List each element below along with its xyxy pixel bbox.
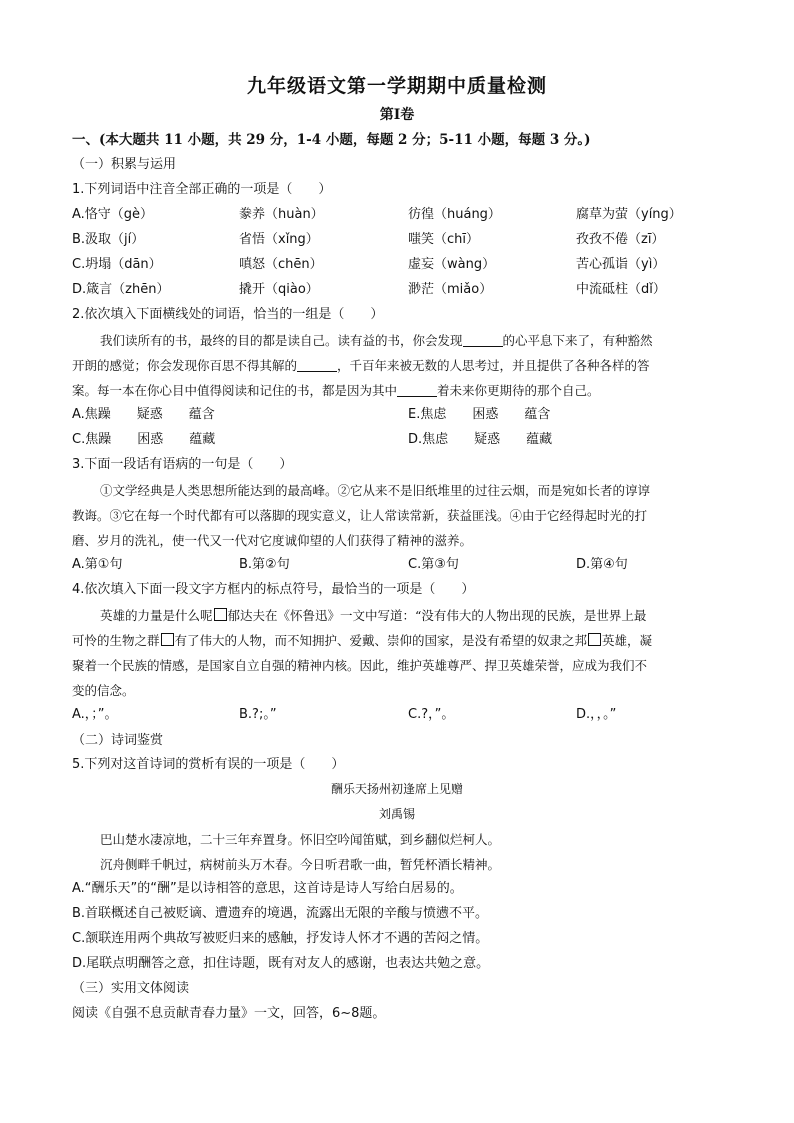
q2-option: A.焦躁 疑惑 蕴含 xyxy=(72,407,215,422)
reading-intro: 阅读《自强不息贡献青春力量》一文，回答，6~8题。 xyxy=(72,1006,386,1021)
q2-passage-text: 着未来你更期待的那个自己。 xyxy=(437,383,600,398)
punctuation-box xyxy=(214,608,227,621)
q4-passage-text: 有了伟大的人物，而不知拥护、爱戴、崇仰的国家，是没有希望的奴隶之邦 xyxy=(174,633,588,648)
part3-label: （三）实用文体阅读 xyxy=(72,981,190,996)
q2-passage-text: ，千百年来被无数的人思考过，并且提供了各种各样的答 xyxy=(337,358,650,373)
q2-option: E.焦虑 困惑 蕴含 xyxy=(408,407,551,422)
fill-blank xyxy=(297,359,337,372)
q1-option: B.汲取（jí） xyxy=(72,232,145,247)
q1-option: 豢养（huàn） xyxy=(239,207,324,222)
poem-author: 刘禹锡 xyxy=(378,807,415,821)
q5-stem: 5.下列对这首诗词的赏析有误的一项是（ ） xyxy=(72,757,345,772)
page-title: 九年级语文第一学期期中质量检测 xyxy=(246,75,547,97)
q2-option: C.焦躁 困惑 蕴藏 xyxy=(72,432,216,447)
part1-label: （一）积累与运用 xyxy=(72,157,177,172)
q3-passage-line: ①文学经典是人类思想所能达到的最高峰。②它从来不是旧纸堆里的过往云烟，而是宛如长者的谆谆 xyxy=(100,483,651,498)
q2-passage-text: 的心平息下来了，有种豁然 xyxy=(502,333,653,348)
q4-passage-line xyxy=(72,631,652,651)
q3-option: D.第④句 xyxy=(576,557,628,572)
q4-option: B.?;。” xyxy=(239,707,277,722)
q5-option: C.颔联连用两个典故写被贬归来的感触，抒发诗人怀才不遇的苦闷之情。 xyxy=(72,931,489,946)
q1-option: 省悟（xǐng） xyxy=(239,232,319,247)
q1-option: 腐草为萤（yíng） xyxy=(576,207,682,222)
q4-option: D.，，。” xyxy=(576,707,617,722)
q4-passage-text: 英雄，凝 xyxy=(602,633,653,648)
q5-option: D.尾联点明酬答之意，扣住诗题，既有对友人的感谢，也表达共勉之意。 xyxy=(72,956,490,971)
q1-option: 中流砥柱（dǐ） xyxy=(576,282,666,297)
q4-passage-text: 英雄的力量是什么呢 xyxy=(100,608,213,623)
poem-line: 沉舟侧畔千帆过，病树前头万木春。今日听君歌一曲，暂凭杯酒长精神。 xyxy=(100,857,501,872)
q4-stem: 4.依次填入下面一段文字方框内的标点符号，最恰当的一项是（ ） xyxy=(72,582,475,597)
q5-option: A.“酬乐天”的“酬”是以诗相答的意思，这首诗是诗人写给白居易的。 xyxy=(72,881,463,896)
q4-passage-text: 可怜的生物之群 xyxy=(72,633,160,648)
q2-passage-line xyxy=(72,381,600,401)
part2-label: （二）诗词鉴赏 xyxy=(72,733,164,748)
q2-passage-text: 案。每一本在你心目中值得阅读和记住的书，都是因为其中 xyxy=(72,383,398,398)
q3-option: B.第②句 xyxy=(239,557,290,572)
q1-option: 撬开（qiào） xyxy=(239,282,319,297)
q1-stem: 1.下列词语中注音全部正确的一项是（ ） xyxy=(72,182,332,197)
q2-passage-text: 开朗的感觉；你会发现你百思不得其解的 xyxy=(72,358,298,373)
q1-option: 苦心孤诣（yì） xyxy=(576,257,666,272)
punctuation-box xyxy=(161,633,174,646)
punctuation-box xyxy=(588,633,601,646)
q4-passage-text: 郁达夫在《怀鲁迅》一文中写道：“没有伟大的人物出现的民族，是世界上最 xyxy=(227,608,647,623)
fill-blank xyxy=(397,384,437,397)
poem-title: 酬乐天扬州初逢席上见赠 xyxy=(330,782,463,796)
q1-option: 彷徨（huáng） xyxy=(408,207,501,222)
q1-option: 孜孜不倦（zī） xyxy=(576,232,665,247)
poem-line: 巴山楚水凄凉地，二十三年弃置身。怀旧空吟闻笛赋，到乡翻似烂柯人。 xyxy=(100,832,501,847)
q1-option: A.恪守（gè） xyxy=(72,207,154,222)
q4-passage-line: 聚着一个民族的情感，是国家自立自强的精神内核。因此，维护英雄尊严、捍卫英雄荣誉，应成为我们不 xyxy=(72,658,648,673)
q4-passage-line xyxy=(100,606,646,626)
q1-option: C.坍塌（dān） xyxy=(72,257,162,272)
q3-stem: 3.下面一段话有语病的一句是（ ） xyxy=(72,457,293,472)
q1-option: 嗤笑（chī） xyxy=(408,232,479,247)
q2-passage-text: 我们读所有的书，最终的目的都是读自己。读有益的书，你会发现 xyxy=(100,333,463,348)
q2-option: D.焦虑 疑惑 蕴藏 xyxy=(408,432,553,447)
q1-option: 渺茫（miǎo） xyxy=(408,282,493,297)
q4-passage-line: 变的信念。 xyxy=(72,683,135,698)
q3-option: C.第③句 xyxy=(408,557,459,572)
q3-option: A.第①句 xyxy=(72,557,123,572)
q4-option: A.，；”。 xyxy=(72,707,118,722)
fill-blank xyxy=(463,334,503,347)
q2-stem: 2.依次填入下面横线处的词语，恰当的一组是（ ） xyxy=(72,307,384,322)
q1-option: 嗔怒（chēn） xyxy=(239,257,323,272)
q2-passage-line xyxy=(72,356,650,376)
volume-label: 第Ⅰ卷 xyxy=(379,107,415,123)
q1-option: 虚妄（wàng） xyxy=(408,257,496,272)
q3-passage-line: 教诲。③它在每一个时代都有可以落脚的现实意义，让人常读常新，获益匪浅。④由于它经得起时光的打 xyxy=(72,508,648,523)
q4-option: C.?，”。 xyxy=(408,707,455,722)
q3-passage-line: 磨、岁月的洗礼，使一代又一代对它度诚仰望的人们获得了精神的滋养。 xyxy=(72,533,473,548)
q5-option: B.首联概述自己被贬谪、遭遗弃的境遇，流露出无限的辛酸与愤懑不平。 xyxy=(72,906,489,921)
q2-passage-line xyxy=(100,331,653,351)
section-header: 一、(本大题共 11 小题，共 29 分，1-4 小题，每题 2 分；5-11 小题，每题 3 分。) xyxy=(72,132,591,148)
q1-option: D.箴言（zhēn） xyxy=(72,282,170,297)
